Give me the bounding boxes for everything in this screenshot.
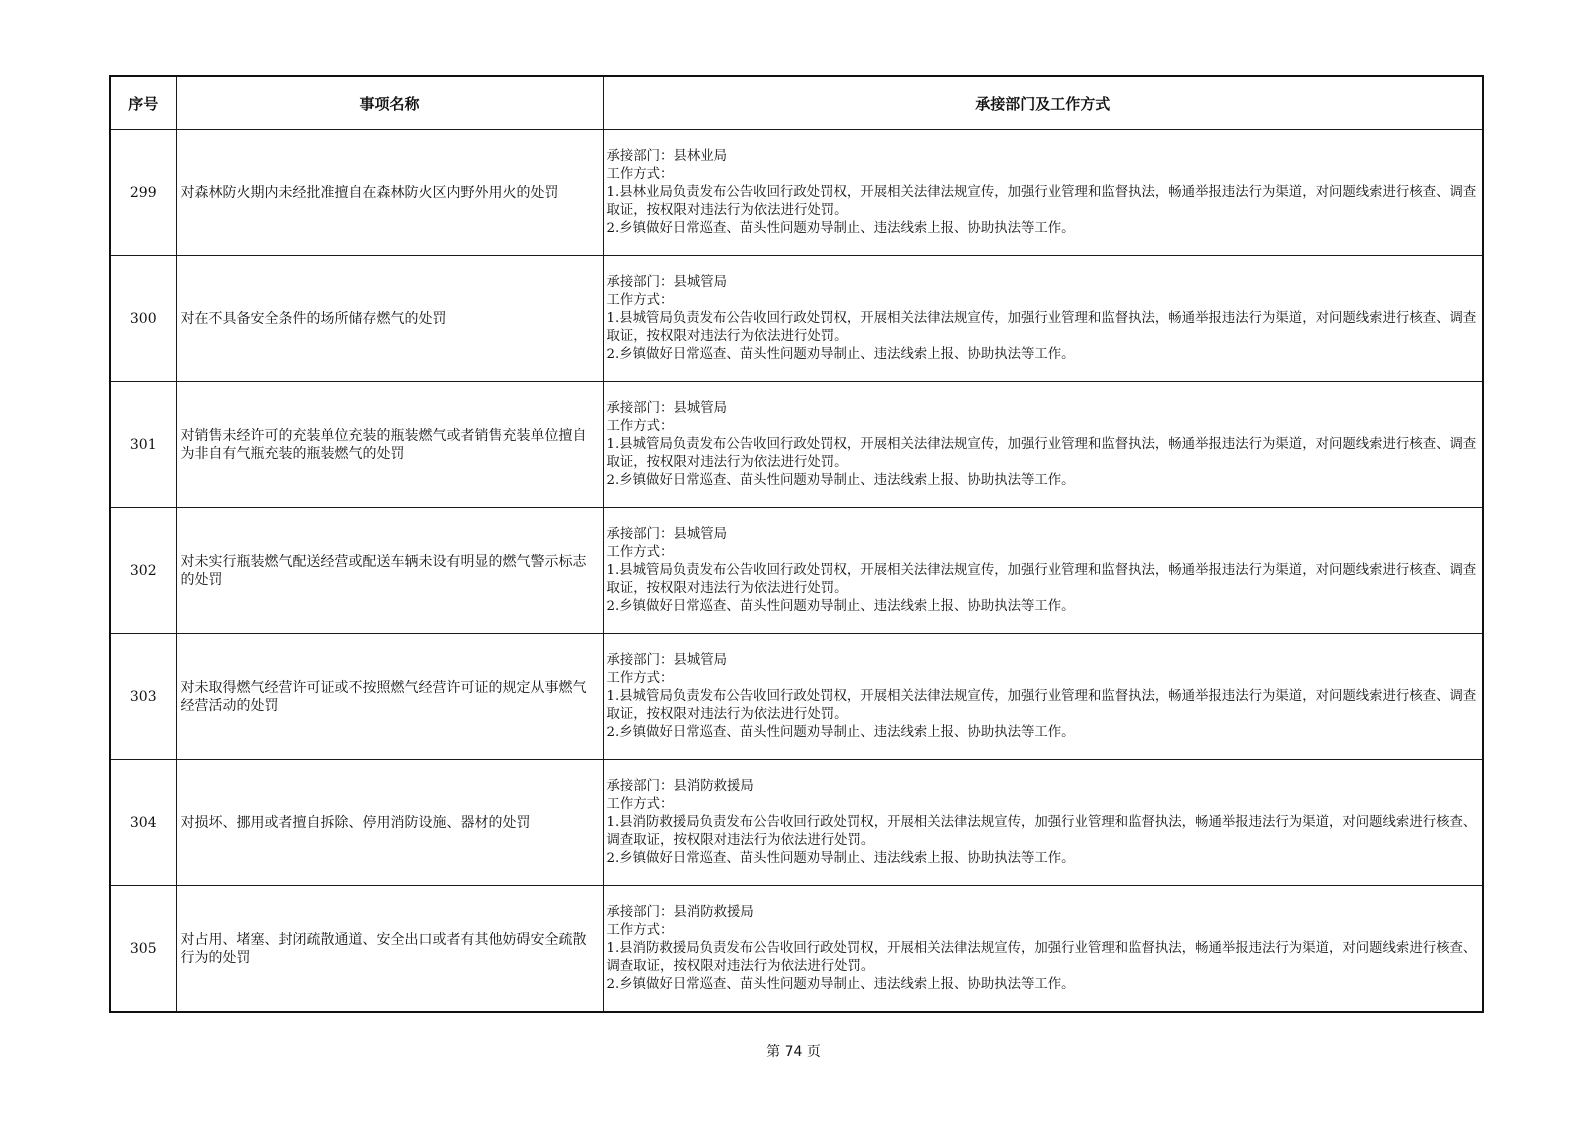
department-and-method bbox=[603, 760, 1483, 886]
matters-table bbox=[109, 75, 1484, 1013]
table-row bbox=[110, 634, 1483, 760]
table-row bbox=[110, 382, 1483, 508]
method-step-2: 2.乡镇做好日常巡查、苗头性问题劝导制止、违法线索上报、协助执法等工作。 bbox=[606, 724, 1075, 740]
matter-name: 对在不具备安全条件的场所储存燃气的处罚 bbox=[176, 256, 603, 382]
matter-name: 对占用、堵塞、封闭疏散通道、安全出口或者有其他妨碍安全疏散行为的处罚 bbox=[176, 886, 603, 1013]
department-line: 承接部门：县消防救援局 bbox=[606, 778, 754, 794]
header-matter-name: 事项名称 bbox=[176, 76, 603, 130]
serial-number: 304 bbox=[110, 760, 176, 886]
table-row bbox=[110, 760, 1483, 886]
method-step-1: 1.县消防救援局负责发布公告收回行政处罚权，开展相关法律法规宣传，加强行业管理和监督执法，畅通举报违法行为渠道，对问题线索进行核查、调查取证，按权限对违法行为依法进行处罚。 bbox=[606, 940, 1477, 974]
method-label: 工作方式： bbox=[606, 796, 674, 812]
department-line: 承接部门：县消防救援局 bbox=[606, 904, 754, 920]
header-row bbox=[110, 76, 1483, 130]
matter-name: 对森林防火期内未经批准擅自在森林防火区内野外用火的处罚 bbox=[176, 130, 603, 256]
method-step-1: 1.县城管局负责发布公告收回行政处罚权，开展相关法律法规宣传，加强行业管理和监督执法，畅通举报违法行为渠道，对问题线索进行核查、调查取证，按权限对违法行为依法进行处罚。 bbox=[606, 310, 1477, 344]
matter-name: 对损坏、挪用或者擅自拆除、停用消防设施、器材的处罚 bbox=[176, 760, 603, 886]
method-step-1: 1.县林业局负责发布公告收回行政处罚权，开展相关法律法规宣传，加强行业管理和监督执法，畅通举报违法行为渠道，对问题线索进行核查、调查取证，按权限对违法行为依法进行处罚。 bbox=[606, 184, 1477, 218]
matter-name: 对未取得燃气经营许可证或不按照燃气经营许可证的规定从事燃气经营活动的处罚 bbox=[176, 634, 603, 760]
method-label: 工作方式： bbox=[606, 166, 674, 182]
matter-name: 对销售未经许可的充装单位充装的瓶装燃气或者销售充装单位擅自为非自有气瓶充装的瓶装燃气的处罚 bbox=[176, 382, 603, 508]
method-step-1: 1.县消防救援局负责发布公告收回行政处罚权，开展相关法律法规宣传，加强行业管理和监督执法，畅通举报违法行为渠道，对问题线索进行核查、调查取证，按权限对违法行为依法进行处罚。 bbox=[606, 814, 1477, 848]
method-step-2: 2.乡镇做好日常巡查、苗头性问题劝导制止、违法线索上报、协助执法等工作。 bbox=[606, 850, 1075, 866]
method-step-1: 1.县城管局负责发布公告收回行政处罚权，开展相关法律法规宣传，加强行业管理和监督执法，畅通举报违法行为渠道，对问题线索进行核查、调查取证，按权限对违法行为依法进行处罚。 bbox=[606, 436, 1477, 470]
serial-number: 300 bbox=[110, 256, 176, 382]
department-line: 承接部门：县林业局 bbox=[606, 148, 728, 164]
department-line: 承接部门：县城管局 bbox=[606, 274, 728, 290]
method-label: 工作方式： bbox=[606, 544, 674, 560]
document-page bbox=[109, 75, 1482, 1013]
department-and-method bbox=[603, 382, 1483, 508]
header-serial-number: 序号 bbox=[110, 76, 176, 130]
department-line: 承接部门：县城管局 bbox=[606, 400, 728, 416]
table-row bbox=[110, 508, 1483, 634]
serial-number: 302 bbox=[110, 508, 176, 634]
table-row bbox=[110, 130, 1483, 256]
matter-name: 对未实行瓶装燃气配送经营或配送车辆未设有明显的燃气警示标志的处罚 bbox=[176, 508, 603, 634]
method-step-2: 2.乡镇做好日常巡查、苗头性问题劝导制止、违法线索上报、协助执法等工作。 bbox=[606, 220, 1075, 236]
serial-number: 305 bbox=[110, 886, 176, 1013]
method-step-2: 2.乡镇做好日常巡查、苗头性问题劝导制止、违法线索上报、协助执法等工作。 bbox=[606, 472, 1075, 488]
method-step-1: 1.县城管局负责发布公告收回行政处罚权，开展相关法律法规宣传，加强行业管理和监督执法，畅通举报违法行为渠道，对问题线索进行核查、调查取证，按权限对违法行为依法进行处罚。 bbox=[606, 562, 1477, 596]
method-step-2: 2.乡镇做好日常巡查、苗头性问题劝导制止、违法线索上报、协助执法等工作。 bbox=[606, 598, 1075, 614]
department-and-method bbox=[603, 886, 1483, 1013]
serial-number: 299 bbox=[110, 130, 176, 256]
page-number: 第 74 页 bbox=[766, 1044, 821, 1060]
department-line: 承接部门：县城管局 bbox=[606, 652, 728, 668]
method-step-2: 2.乡镇做好日常巡查、苗头性问题劝导制止、违法线索上报、协助执法等工作。 bbox=[606, 976, 1075, 992]
header-department-and-method: 承接部门及工作方式 bbox=[603, 76, 1483, 130]
serial-number: 303 bbox=[110, 634, 176, 760]
table-row bbox=[110, 886, 1483, 1013]
department-and-method bbox=[603, 634, 1483, 760]
method-label: 工作方式： bbox=[606, 670, 674, 686]
department-line: 承接部门：县城管局 bbox=[606, 526, 728, 542]
method-label: 工作方式： bbox=[606, 292, 674, 308]
method-step-2: 2.乡镇做好日常巡查、苗头性问题劝导制止、违法线索上报、协助执法等工作。 bbox=[606, 346, 1075, 362]
serial-number: 301 bbox=[110, 382, 176, 508]
table-row bbox=[110, 256, 1483, 382]
department-and-method bbox=[603, 508, 1483, 634]
department-and-method bbox=[603, 256, 1483, 382]
method-step-1: 1.县城管局负责发布公告收回行政处罚权，开展相关法律法规宣传，加强行业管理和监督执法，畅通举报违法行为渠道，对问题线索进行核查、调查取证，按权限对违法行为依法进行处罚。 bbox=[606, 688, 1477, 722]
department-and-method bbox=[603, 130, 1483, 256]
method-label: 工作方式： bbox=[606, 922, 674, 938]
method-label: 工作方式： bbox=[606, 418, 674, 434]
